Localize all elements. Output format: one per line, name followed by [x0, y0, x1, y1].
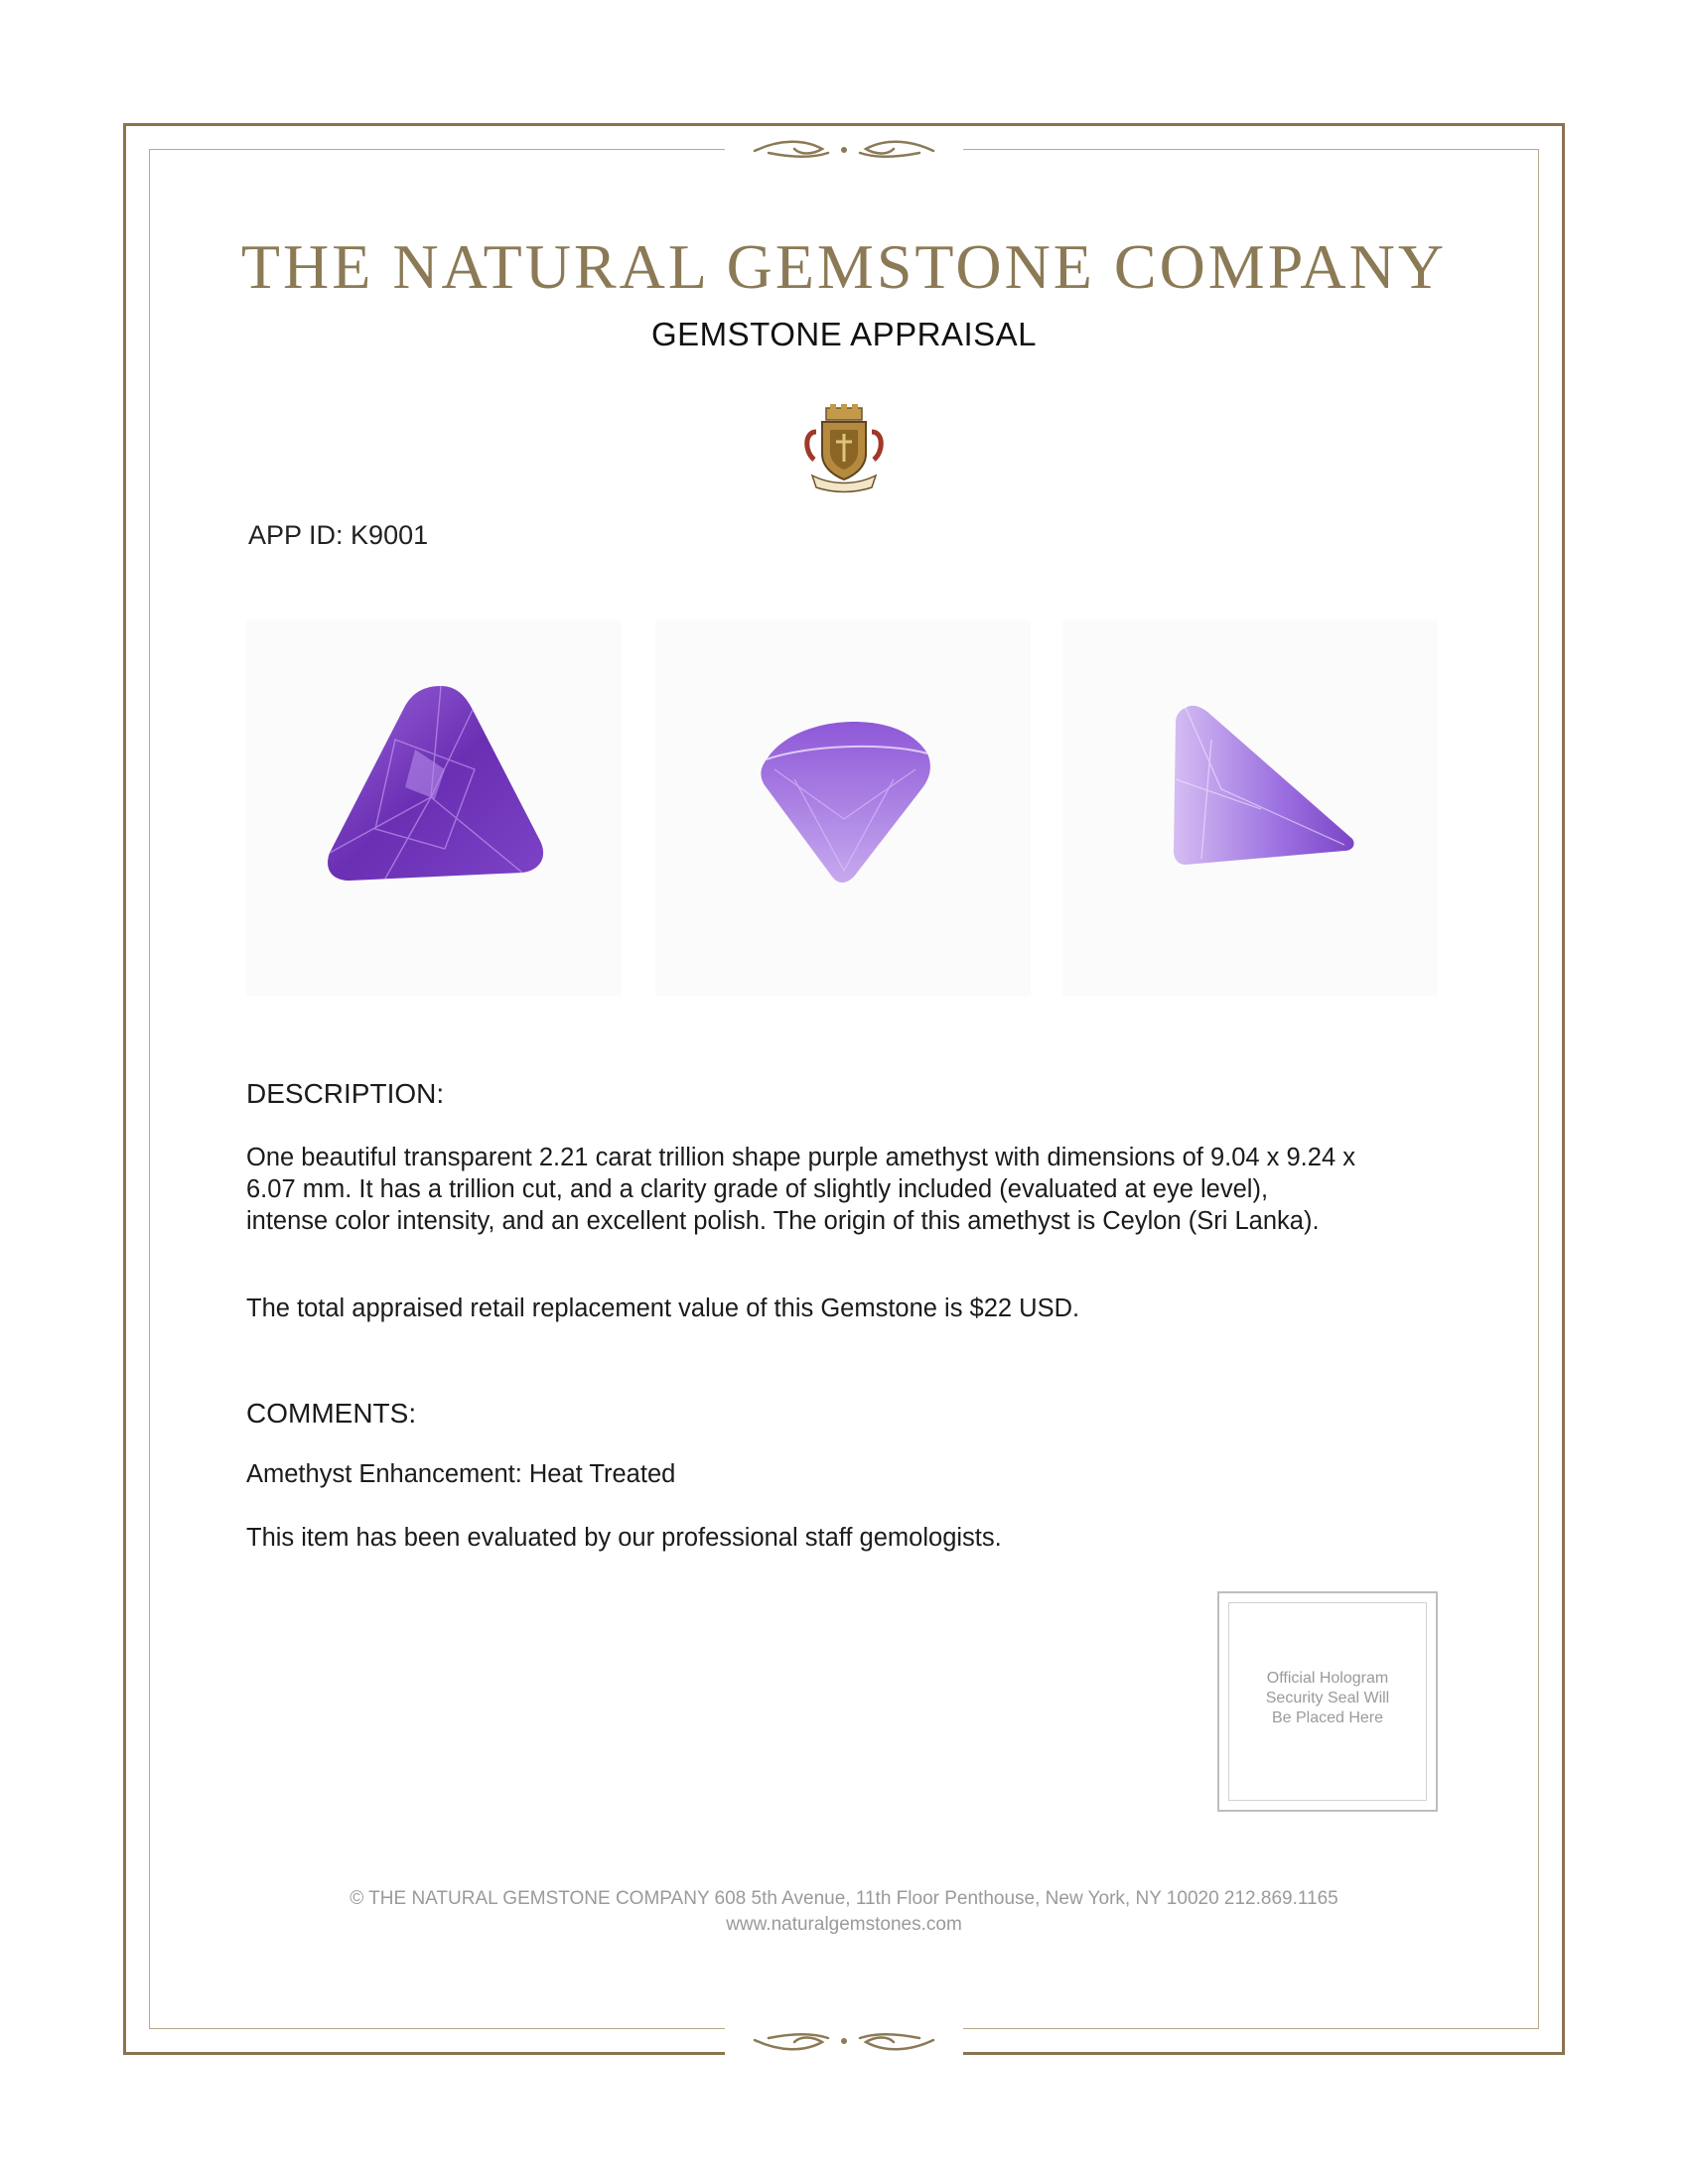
hologram-seal-text	[1228, 1669, 1427, 1728]
evaluation-text: This item has been evaluated by our professional staff gemologists.	[246, 1524, 1002, 1552]
company-name: THE NATURAL GEMSTONE COMPANY	[240, 231, 1448, 302]
enhancement-text: Amethyst Enhancement: Heat Treated	[246, 1460, 676, 1488]
top-ornament-icon	[725, 135, 963, 165]
footer-address: © THE NATURAL GEMSTONE COMPANY 608 5th Avenue, 11th Floor Penthouse, New York, NY 10020 212.869.1165	[350, 1888, 1338, 1909]
description-text	[246, 1142, 1448, 1237]
appraised-value: The total appraised retail replacement value of this Gemstone is $22 USD.	[246, 1295, 1080, 1322]
app-id: APP ID: K9001	[248, 520, 429, 550]
footer-website-link[interactable]: www.naturalgemstones.com	[726, 1914, 962, 1935]
description-heading: DESCRIPTION:	[246, 1078, 445, 1109]
comments-heading: COMMENTS:	[246, 1398, 417, 1429]
bottom-ornament-icon	[725, 2026, 963, 2056]
gem-image-angle-view	[1062, 620, 1438, 996]
seal-line: Be Placed Here	[1271, 1709, 1384, 1726]
document-title: GEMSTONE APPRAISAL	[650, 316, 1038, 352]
seal-line: Security Seal Will	[1265, 1690, 1390, 1706]
description-line: 6.07 mm. It has a trillion cut, and a clarity grade of slightly included (evaluated at eye level),	[246, 1175, 1269, 1203]
description-line: intense color intensity, and an excellent polish. The origin of this amethyst is Ceylon (Sri Lanka).	[246, 1207, 1320, 1235]
heraldic-crest-icon	[802, 402, 886, 493]
description-line: One beautiful transparent 2.21 carat trillion shape purple amethyst with dimensions of 9.04 x 9.24 x	[246, 1144, 1355, 1171]
gem-image-side-view	[655, 620, 1031, 996]
seal-line: Official Hologram	[1266, 1670, 1389, 1687]
gem-image-top-view	[246, 620, 622, 996]
